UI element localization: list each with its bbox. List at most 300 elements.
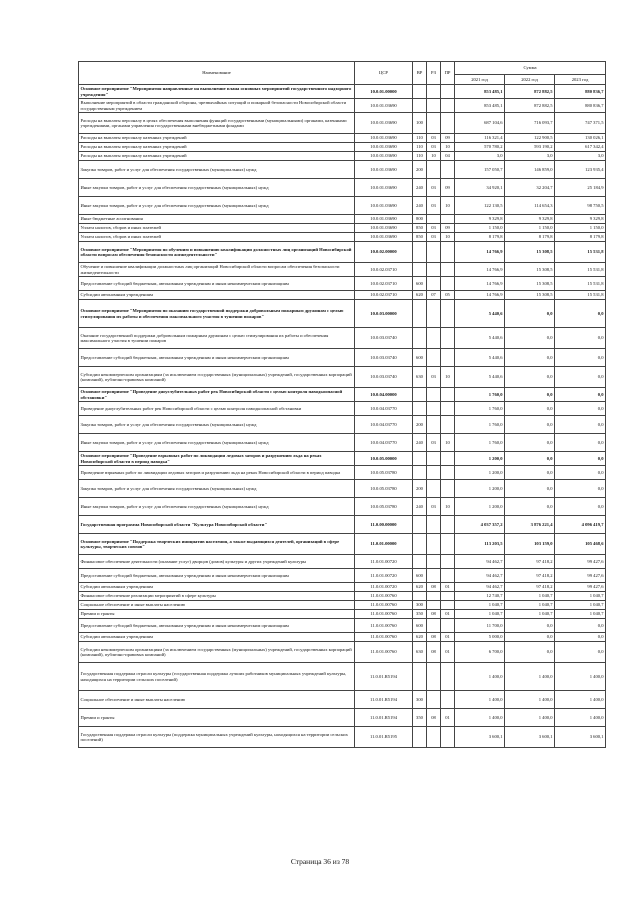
cell-vr: 620 [413, 291, 427, 300]
cell-2023: 9 329,8 [555, 215, 606, 224]
cell-2021: 1 760,0 [455, 434, 505, 452]
table-row [79, 416, 606, 434]
table-row [79, 134, 606, 143]
cell-2023: 15 531,8 [555, 263, 606, 277]
cell-rz [427, 242, 441, 263]
cell-2022: 0,0 [505, 349, 555, 367]
cell-2021: 1 200,0 [455, 452, 505, 466]
cell-2022: 3,0 [505, 152, 555, 161]
table-row [79, 633, 606, 642]
table-row [79, 291, 606, 300]
cell-pr [441, 516, 455, 534]
cell-name: Расходы на выплаты персоналу казенных учреждений [79, 134, 355, 143]
cell-csr: 10.0.01.03690 [355, 179, 413, 197]
cell-2022: 0,0 [505, 402, 555, 416]
document-page [78, 61, 605, 748]
cell-2022: 716 093,7 [505, 113, 555, 134]
cell-vr: 200 [413, 480, 427, 498]
cell-name: Государственная поддержка отрасли культуры (государственная поддержка лучших работников муниципальных учреждений культуры, находящихся на территории сельских поселений) [79, 663, 355, 691]
cell-name: Финансовое обеспечение деятельности (оказание услуг) дворцов (домов) культуры и других учреждений культуры [79, 555, 355, 569]
cell-2022: 872 882,5 [505, 85, 555, 99]
cell-2021: 94 462,7 [455, 583, 505, 592]
cell-2023: 0,0 [555, 633, 606, 642]
cell-pr [441, 452, 455, 466]
cell-2022: 9 329,8 [505, 215, 555, 224]
cell-2023: 0,0 [555, 642, 606, 663]
cell-2021: 1 760,0 [455, 402, 505, 416]
cell-rz [427, 416, 441, 434]
cell-2021: 1 040,7 [455, 610, 505, 619]
cell-vr: 850 [413, 224, 427, 233]
cell-csr: 10.0.03.03740 [355, 328, 413, 349]
cell-name: Социальное обеспечение и иные выплаты населению [79, 691, 355, 709]
cell-name: Субсидии автономным учреждениям [79, 583, 355, 592]
cell-csr: 10.0.01.00000 [355, 85, 413, 99]
cell-name: Иные закупки товаров, работ и услуг для обеспечения государственных (муниципальных) нужд [79, 197, 355, 215]
cell-rz [427, 349, 441, 367]
cell-2022: 0,0 [505, 328, 555, 349]
cell-name: Проведение взрывных работ по ликвидации ледовых заторов и разрушению льда на реках Новосибирской области в период паводка [79, 466, 355, 480]
cell-2023: 99 427,6 [555, 569, 606, 583]
cell-name: Государственная поддержка отрасли культуры (поддержка муниципальных учреждений культуры, находящихся на территории сельских поселений) [79, 727, 355, 748]
cell-rz [427, 569, 441, 583]
cell-2023: 123 935,4 [555, 161, 606, 179]
cell-csr: 10.0.03.03740 [355, 367, 413, 388]
cell-rz [427, 516, 441, 534]
cell-vr [413, 663, 427, 691]
cell-name: Уплата налогов, сборов и иных платежей [79, 233, 355, 242]
cell-2022: 0,0 [505, 466, 555, 480]
table-row [79, 663, 606, 691]
cell-rz [427, 85, 441, 99]
cell-2021: 5 440,6 [455, 328, 505, 349]
cell-2022: 15 308,5 [505, 263, 555, 277]
cell-pr [441, 161, 455, 179]
cell-2023: 0,0 [555, 434, 606, 452]
cell-csr: 10.0.01.03690 [355, 224, 413, 233]
cell-csr: 10.0.05.03780 [355, 498, 413, 516]
cell-rz: 03 [427, 498, 441, 516]
cell-pr [441, 277, 455, 291]
cell-vr: 620 [413, 583, 427, 592]
cell-vr [413, 242, 427, 263]
cell-rz [427, 388, 441, 402]
cell-pr: 01 [441, 610, 455, 619]
cell-name: Иные закупки товаров, работ и услуг для обеспечения государственных (муниципальных) нужд [79, 498, 355, 516]
table-row [79, 555, 606, 569]
header-year-2022: 2022 год [505, 75, 555, 85]
cell-2021: 14 766,9 [455, 263, 505, 277]
cell-csr: 10.0.01.03690 [355, 161, 413, 179]
cell-2022: 1 040,7 [505, 610, 555, 619]
cell-rz: 08 [427, 709, 441, 727]
cell-pr: 10 [441, 233, 455, 242]
cell-rz [427, 555, 441, 569]
table-row [79, 610, 606, 619]
cell-2022: 15 308,5 [505, 291, 555, 300]
cell-2023: 3 600,1 [555, 727, 606, 748]
cell-2021: 122 130,5 [455, 197, 505, 215]
cell-pr [441, 388, 455, 402]
cell-vr: 600 [413, 349, 427, 367]
cell-2023: 880 836,7 [555, 99, 606, 113]
cell-name: Субсидии некоммерческим организациям (за исключением государственных (муниципальных) учреждений, государственных корпораций (компаний), публично-правовых компаний) [79, 642, 355, 663]
table-row [79, 99, 606, 113]
cell-2023: 1 400,0 [555, 663, 606, 691]
table-row [79, 113, 606, 134]
cell-name: Премии и гранты [79, 709, 355, 727]
cell-2021: 6 700,0 [455, 642, 505, 663]
cell-rz [427, 601, 441, 610]
cell-pr [441, 466, 455, 480]
cell-vr [413, 466, 427, 480]
cell-vr [413, 516, 427, 534]
cell-csr: 10.0.01.03690 [355, 143, 413, 152]
cell-name: Предоставление субсидий бюджетным, автономным учреждениям и иным некоммерческим организациям [79, 569, 355, 583]
cell-rz: 03 [427, 224, 441, 233]
header-rz: РЗ [427, 62, 441, 85]
cell-pr [441, 328, 455, 349]
cell-pr: 05 [441, 291, 455, 300]
cell-rz [427, 113, 441, 134]
table-row [79, 263, 606, 277]
cell-csr: 11.0.01.00720 [355, 569, 413, 583]
cell-csr: 10.0.04.03770 [355, 402, 413, 416]
table-row [79, 388, 606, 402]
table-row [79, 233, 606, 242]
budget-table [78, 61, 606, 748]
cell-2021: 5 440,6 [455, 349, 505, 367]
cell-rz [427, 452, 441, 466]
cell-csr: 11.0.01.00760 [355, 642, 413, 663]
cell-2023: 8 179,8 [555, 233, 606, 242]
cell-pr [441, 569, 455, 583]
cell-2022: 15 308,5 [505, 242, 555, 263]
cell-pr [441, 592, 455, 601]
cell-vr [413, 534, 427, 555]
cell-2023: 0,0 [555, 480, 606, 498]
cell-pr: 04 [441, 152, 455, 161]
cell-name: Проведение дноуглубительных работ рек Новосибирской области с целью контроля паводкоопасной обстановки [79, 402, 355, 416]
cell-pr: 09 [441, 224, 455, 233]
cell-vr [413, 300, 427, 328]
cell-vr: 240 [413, 179, 427, 197]
cell-vr: 110 [413, 152, 427, 161]
table-row [79, 709, 606, 727]
cell-vr: 200 [413, 161, 427, 179]
table-row [79, 300, 606, 328]
cell-2021: 14 766,9 [455, 291, 505, 300]
cell-2022: 3 600,1 [505, 727, 555, 748]
cell-2022: 1 400,0 [505, 709, 555, 727]
cell-2023: 0,0 [555, 498, 606, 516]
cell-2021: 14 766,9 [455, 242, 505, 263]
cell-rz [427, 727, 441, 748]
cell-2021: 1 400,0 [455, 709, 505, 727]
cell-2023: 747 371,5 [555, 113, 606, 134]
cell-vr [413, 402, 427, 416]
cell-name: Основное мероприятие "Мероприятия по обучению и повышению квалификации должностных лиц организаций Новосибирской области вопросам обеспечения безопасности жизнедеятельности" [79, 242, 355, 263]
cell-2021: 8 179,8 [455, 233, 505, 242]
cell-pr: 10 [441, 197, 455, 215]
table-row [79, 434, 606, 452]
table-row [79, 402, 606, 416]
cell-name: Финансовое обеспечение реализации мероприятий в сфере культуры [79, 592, 355, 601]
cell-2022: 1 400,0 [505, 663, 555, 691]
cell-name: Субсидии автономным учреждениям [79, 633, 355, 642]
cell-2021: 113 203,5 [455, 534, 505, 555]
cell-pr [441, 215, 455, 224]
cell-2023: 1 040,7 [555, 610, 606, 619]
cell-2022: 0,0 [505, 300, 555, 328]
cell-rz: 10 [427, 152, 441, 161]
cell-name: Основное мероприятие "Поддержка творческих инициатив населения, а также выдающихся деятелей, организаций в сфере культуры, творческих союзов" [79, 534, 355, 555]
header-csr: ЦСР [355, 62, 413, 85]
cell-vr [413, 328, 427, 349]
cell-rz: 08 [427, 642, 441, 663]
cell-2022: 8 179,8 [505, 233, 555, 242]
cell-vr: 600 [413, 569, 427, 583]
cell-name: Обучение и повышение квалификации должностных лиц организаций Новосибирской области вопросам обеспечения безопасности жизнедеятельности [79, 263, 355, 277]
cell-2022: 1 040,7 [505, 601, 555, 610]
cell-rz [427, 619, 441, 633]
header-vr: ВР [413, 62, 427, 85]
cell-vr: 300 [413, 601, 427, 610]
cell-2021: 1 400,0 [455, 663, 505, 691]
cell-rz: 08 [427, 610, 441, 619]
header-sum: Сумма [455, 62, 606, 75]
cell-vr: 620 [413, 633, 427, 642]
table-row [79, 367, 606, 388]
cell-rz [427, 277, 441, 291]
cell-2021: 1 200,0 [455, 498, 505, 516]
cell-csr: 10.0.04.00000 [355, 388, 413, 402]
table-row [79, 480, 606, 498]
cell-name: Премии и гранты [79, 610, 355, 619]
cell-pr [441, 555, 455, 569]
cell-vr: 300 [413, 691, 427, 709]
cell-2021: 9 329,8 [455, 215, 505, 224]
cell-rz [427, 534, 441, 555]
cell-2021: 157 050,7 [455, 161, 505, 179]
table-row [79, 466, 606, 480]
cell-vr [413, 592, 427, 601]
cell-csr: 11.0.01.00760 [355, 619, 413, 633]
cell-pr: 09 [441, 134, 455, 143]
cell-vr [413, 263, 427, 277]
cell-rz [427, 402, 441, 416]
cell-csr: 10.0.05.00000 [355, 452, 413, 466]
table-row [79, 161, 606, 179]
cell-vr: 850 [413, 233, 427, 242]
cell-csr: 10.0.01.03690 [355, 215, 413, 224]
cell-pr: 10 [441, 498, 455, 516]
cell-pr: 01 [441, 709, 455, 727]
cell-2021: 853 485,1 [455, 85, 505, 99]
cell-2022: 1 040,7 [505, 592, 555, 601]
cell-2021: 1 200,0 [455, 480, 505, 498]
table-row [79, 516, 606, 534]
cell-2022: 3 876 221,4 [505, 516, 555, 534]
cell-2023: 0,0 [555, 416, 606, 434]
cell-rz: 03 [427, 134, 441, 143]
cell-csr: 11.0.01.00000 [355, 534, 413, 555]
cell-2023: 15 531,8 [555, 242, 606, 263]
cell-pr [441, 349, 455, 367]
cell-vr [413, 452, 427, 466]
cell-csr: 10.0.02.00000 [355, 242, 413, 263]
cell-pr: 01 [441, 642, 455, 663]
table-row [79, 592, 606, 601]
cell-csr: 10.0.01.03690 [355, 113, 413, 134]
cell-2021: 14 766,9 [455, 277, 505, 291]
cell-rz [427, 592, 441, 601]
cell-csr: 10.0.04.03770 [355, 416, 413, 434]
cell-2023: 1 400,0 [555, 709, 606, 727]
cell-rz: 03 [427, 233, 441, 242]
cell-csr: 10.0.02.03710 [355, 291, 413, 300]
cell-csr: 10.0.01.03690 [355, 197, 413, 215]
cell-name: Иные бюджетные ассигнования [79, 215, 355, 224]
table-row [79, 583, 606, 592]
cell-2023: 4 096 419,7 [555, 516, 606, 534]
cell-2022: 97 418,2 [505, 569, 555, 583]
cell-2021: 853 485,1 [455, 99, 505, 113]
cell-vr: 630 [413, 367, 427, 388]
cell-name: Расходы на выплаты персоналу казенных учреждений [79, 143, 355, 152]
table-row [79, 619, 606, 633]
cell-2022: 32 204,7 [505, 179, 555, 197]
cell-csr: 10.0.01.03690 [355, 99, 413, 113]
cell-2022: 0,0 [505, 388, 555, 402]
cell-rz: 03 [427, 143, 441, 152]
cell-vr: 240 [413, 434, 427, 452]
cell-vr [413, 388, 427, 402]
cell-rz [427, 663, 441, 691]
table-row [79, 569, 606, 583]
cell-name: Закупка товаров, работ и услуг для обеспечения государственных (муниципальных) нужд [79, 161, 355, 179]
cell-2023: 0,0 [555, 349, 606, 367]
cell-2022: 593 190,2 [505, 143, 555, 152]
table-row [79, 534, 606, 555]
table-row [79, 349, 606, 367]
cell-pr: 10 [441, 367, 455, 388]
cell-csr: 10.0.01.03690 [355, 233, 413, 242]
cell-2022: 1 150,0 [505, 224, 555, 233]
cell-name: Основное мероприятие "Мероприятия по оказанию государственной поддержки добровольным пожарным дружинам с целью стимулирования их работы и обеспечения максимального участия в тушении пожаров" [79, 300, 355, 328]
cell-2023: 15 531,8 [555, 291, 606, 300]
cell-csr: 11.0.01.00760 [355, 610, 413, 619]
cell-vr [413, 99, 427, 113]
cell-name: Основное мероприятие "Проведение дноуглубительных работ рек Новосибирской области с целью контроля паводкоопасной обстановки" [79, 388, 355, 402]
cell-csr: 10.0.04.03770 [355, 434, 413, 452]
header-year-2023: 2023 год [555, 75, 606, 85]
cell-2021: 1 760,0 [455, 416, 505, 434]
cell-vr: 600 [413, 619, 427, 633]
table-row [79, 328, 606, 349]
cell-csr: 10.0.01.03690 [355, 134, 413, 143]
header-name: Наименование [79, 62, 355, 85]
table-row [79, 179, 606, 197]
cell-rz: 07 [427, 291, 441, 300]
cell-2021: 34 920,1 [455, 179, 505, 197]
cell-2023: 0,0 [555, 300, 606, 328]
cell-csr: 10.0.03.03740 [355, 349, 413, 367]
cell-vr: 200 [413, 416, 427, 434]
cell-2022: 0,0 [505, 416, 555, 434]
cell-pr: 10 [441, 434, 455, 452]
cell-2021: 12 740,7 [455, 592, 505, 601]
cell-2023: 880 836,7 [555, 85, 606, 99]
cell-vr: 110 [413, 134, 427, 143]
cell-2022: 0,0 [505, 434, 555, 452]
cell-2023: 98 750,5 [555, 197, 606, 215]
cell-2022: 0,0 [505, 367, 555, 388]
cell-csr: 11.0.01.R5194 [355, 663, 413, 691]
cell-rz [427, 99, 441, 113]
cell-rz [427, 328, 441, 349]
cell-2022: 0,0 [505, 452, 555, 466]
cell-vr: 100 [413, 113, 427, 134]
cell-2023: 1 400,0 [555, 691, 606, 709]
cell-csr: 11.0.01.R5195 [355, 727, 413, 748]
cell-vr [413, 727, 427, 748]
table-row [79, 727, 606, 748]
cell-rz [427, 480, 441, 498]
cell-2023: 105 468,6 [555, 534, 606, 555]
cell-rz [427, 691, 441, 709]
cell-2021: 3,0 [455, 152, 505, 161]
cell-2022: 1 400,0 [505, 691, 555, 709]
cell-2023: 15 531,8 [555, 277, 606, 291]
cell-vr: 240 [413, 197, 427, 215]
table-row [79, 691, 606, 709]
cell-pr [441, 85, 455, 99]
cell-2023: 0,0 [555, 619, 606, 633]
cell-2022: 15 308,5 [505, 277, 555, 291]
cell-2022: 97 418,2 [505, 583, 555, 592]
cell-2023: 1 040,7 [555, 601, 606, 610]
cell-rz [427, 215, 441, 224]
cell-2023: 1 150,0 [555, 224, 606, 233]
cell-2021: 1 200,0 [455, 466, 505, 480]
cell-2023: 25 184,9 [555, 179, 606, 197]
cell-2021: 94 462,7 [455, 555, 505, 569]
cell-2022: 103 159,0 [505, 534, 555, 555]
cell-2022: 146 859,0 [505, 161, 555, 179]
table-header [79, 62, 606, 85]
cell-2023: 0,0 [555, 466, 606, 480]
cell-vr: 240 [413, 498, 427, 516]
cell-name: Основное мероприятие "Проведение взрывных работ по ликвидации ледовых заторов и разрушению льда на реках Новосибирской области в период паводка" [79, 452, 355, 466]
cell-name: Основное мероприятие "Мероприятия направленные на выполнение плана основных мероприятий государственного надзорного учреждения" [79, 85, 355, 99]
cell-pr [441, 619, 455, 633]
cell-pr: 01 [441, 583, 455, 592]
cell-vr [413, 555, 427, 569]
cell-name: Предоставление субсидий бюджетным, автономным учреждениям и иным некоммерческим организациям [79, 277, 355, 291]
cell-name: Предоставление субсидий бюджетным, автономным учреждениям и иным некоммерческим организациям [79, 619, 355, 633]
table-body [79, 85, 606, 748]
cell-vr: 350 [413, 709, 427, 727]
cell-csr: 11.0.01.00760 [355, 633, 413, 642]
cell-pr [441, 691, 455, 709]
table-row [79, 152, 606, 161]
cell-vr: 110 [413, 143, 427, 152]
cell-2021: 94 462,7 [455, 569, 505, 583]
cell-csr: 11.0.01.00760 [355, 601, 413, 610]
cell-name: Субсидии автономным учреждениям [79, 291, 355, 300]
cell-2021: 1 040,7 [455, 601, 505, 610]
